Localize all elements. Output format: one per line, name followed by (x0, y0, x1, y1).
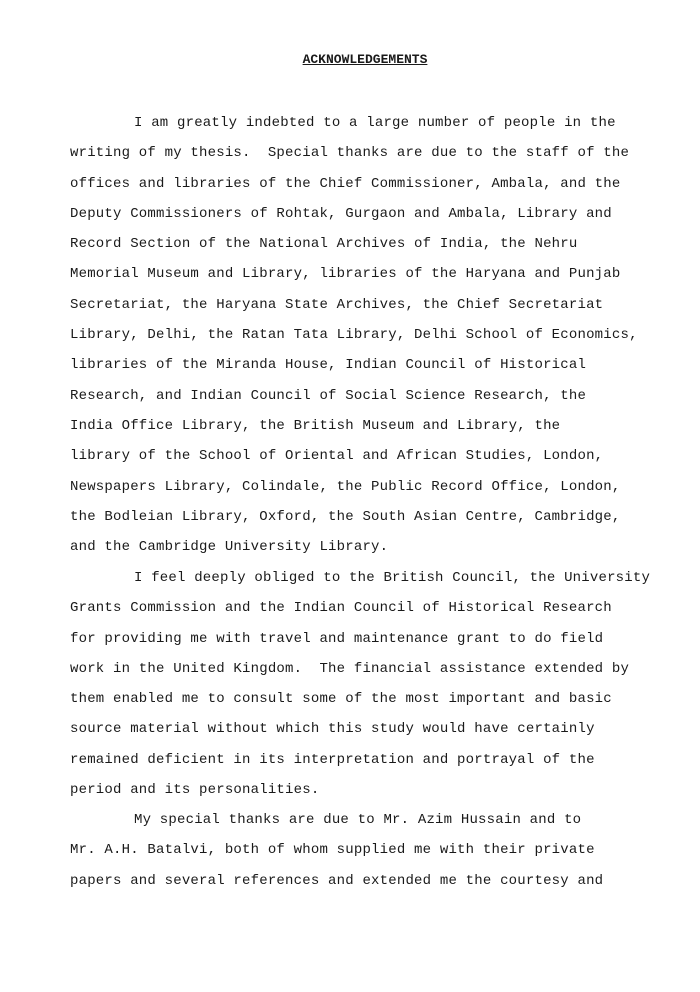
text-line: papers and several references and extended me the courtesy and (70, 872, 604, 889)
text-line: libraries of the Miranda House, Indian Council of Historical (70, 357, 587, 374)
text-line: Grants Commission and the Indian Council of Historical Research (70, 600, 612, 617)
paragraph-1 (70, 108, 700, 562)
text-line: Newspapers Library, Colindale, the Public Record Office, London, (70, 478, 621, 495)
text-line: I feel deeply obliged to the British Council, the University (134, 570, 651, 586)
text-line: Deputy Commissioners of Rohtak, Gurgaon and Ambala, Library and (70, 205, 612, 222)
text-line: Mr. A.H. Batalvi, both of whom supplied me with their private (70, 842, 595, 859)
text-line: work in the United Kingdom. The financial assistance extended by (70, 660, 630, 677)
page-heading: ACKNOWLEDGEMENTS (302, 52, 428, 67)
text-line: remained deficient in its interpretation and portrayal of the (70, 751, 595, 768)
text-line: India Office Library, the British Museum and Library, the (70, 417, 561, 434)
text-line: Research, and Indian Council of Social Science Research, the (70, 387, 587, 404)
text-line: them enabled me to consult some of the most important and basic (70, 691, 612, 708)
text-line: Record Section of the National Archives of India, the Nehru (70, 236, 578, 253)
text-line: offices and libraries of the Chief Commissioner, Ambala, and the (70, 175, 621, 192)
text-line: and the Cambridge University Library. (70, 539, 389, 556)
text-line: I am greatly indebted to a large number of people in the (134, 115, 616, 131)
text-line: source material without which this study would have certainly (70, 721, 595, 738)
text-line: for providing me with travel and maintenance grant to do field (70, 630, 604, 647)
text-line: writing of my thesis. Special thanks are due to the staff of the (70, 145, 630, 162)
text-line: Library, Delhi, the Ratan Tata Library, Delhi School of Economics, (70, 327, 638, 344)
text-line: library of the School of Oriental and African Studies, London, (70, 448, 604, 465)
text-line: Secretariat, the Haryana State Archives, the Chief Secretariat (70, 296, 604, 313)
paragraph-3 (70, 805, 700, 896)
paragraph-2 (70, 563, 700, 805)
text-line: Memorial Museum and Library, libraries of the Haryana and Punjab (70, 266, 621, 283)
text-line: period and its personalities. (70, 782, 320, 799)
text-line: the Bodleian Library, Oxford, the South Asian Centre, Cambridge, (70, 508, 621, 525)
text-line: My special thanks are due to Mr. Azim Hussain and to (134, 812, 582, 828)
